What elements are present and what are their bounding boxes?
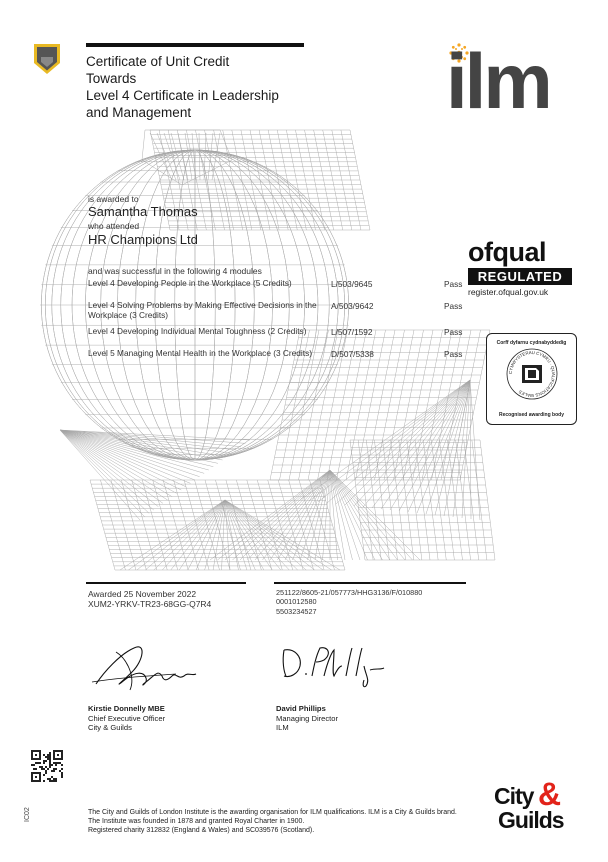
- signatory-role: Managing Director: [276, 713, 339, 723]
- badge-top-text: Corff dyfarnu cydnabyddedig: [496, 340, 567, 346]
- signatory-name: Kirstie Donnelly MBE: [88, 704, 165, 713]
- module-row: [88, 327, 478, 349]
- signatory-ceo: [88, 704, 165, 733]
- ofqual-regulated: REGULATED: [468, 268, 572, 285]
- signatory-role: Chief Executive Officer: [88, 713, 166, 723]
- title-rule: [86, 43, 304, 47]
- award-codes: [276, 588, 422, 616]
- ofqual-logo: [468, 238, 580, 297]
- title-line: and Management: [86, 105, 192, 120]
- module-result: Pass: [444, 349, 463, 359]
- qr-code-icon: [31, 750, 63, 782]
- certificate-title: [86, 53, 316, 121]
- cg-ampersand: &: [538, 776, 562, 812]
- signature-phillips: [278, 640, 388, 690]
- module-code: L/507/1592: [331, 327, 373, 337]
- modules-intro: and was successful in the following 4 modules: [88, 266, 262, 276]
- module-code: A/503/9642: [331, 301, 374, 311]
- footer-line: The City and Guilds of London Institute is the awarding organisation for ILM qualifications. ILM is a City & Guilds brand.: [88, 809, 457, 816]
- module-result: Pass: [444, 301, 463, 311]
- award-rule: [86, 582, 246, 584]
- cg-line2: Guilds: [498, 807, 564, 833]
- codes-rule: [274, 582, 466, 584]
- badge-bottom-text: Recognised awarding body: [498, 412, 564, 418]
- city-guilds-logo: [494, 776, 578, 836]
- badge-seal-icon: [506, 348, 558, 400]
- ofqual-url: register.ofqual.gov.uk: [468, 287, 549, 297]
- module-result: Pass: [444, 279, 463, 289]
- badge-ring-text: CYMWYSTERAU CYMRU · QUALIFICATIONS WALES: [507, 349, 557, 399]
- ilm-logo: [446, 37, 576, 125]
- side-code: IC02: [24, 807, 31, 822]
- awarded-date: Awarded 25 November 2022: [88, 589, 197, 599]
- title-line: Level 4 Certificate in Leadership: [86, 88, 279, 103]
- module-title: Level 4 Solving Problems by Making Effective Decisions in the Workplace (3 Credits): [88, 300, 317, 320]
- module-row: [88, 349, 478, 371]
- title-line: Certificate of Unit Credit: [86, 54, 230, 69]
- recipient-name: Samantha Thomas: [88, 204, 198, 219]
- attended-label: who attended: [88, 221, 140, 231]
- qualifications-wales-badge: [486, 333, 577, 425]
- signatory-org: City & Guilds: [88, 723, 132, 733]
- awarded-to-label: is awarded to: [88, 194, 139, 204]
- module-result: Pass: [444, 327, 463, 337]
- signature-donnelly: [86, 632, 206, 702]
- award-code: 0001012580: [276, 597, 317, 607]
- cg-line1: City: [494, 783, 534, 809]
- award-code: 5503234527: [276, 606, 317, 616]
- signatory-org: ILM: [276, 723, 289, 733]
- module-code: D/507/5338: [331, 349, 374, 359]
- award-reference: XUM2-YRKV-TR23-68GG-Q7R4: [88, 599, 212, 609]
- award-code: 251122/8605-21/057773/HHG3136/F/010880: [276, 588, 423, 597]
- module-code: L/503/9645: [331, 279, 373, 289]
- module-row: [88, 279, 478, 301]
- footer-line: The Institute was founded in 1878 and granted Royal Charter in 1900.: [88, 818, 305, 825]
- footer-line: Registered charity 312832 (England & Wales) and SC039576 (Scotland).: [88, 827, 315, 834]
- title-line: Towards: [86, 71, 137, 86]
- shield-logo-icon: [33, 43, 61, 75]
- footer-text: [88, 808, 488, 835]
- module-title: Level 4 Developing Individual Mental Toughness (2 Credits): [88, 326, 307, 336]
- module-row: [88, 301, 478, 327]
- module-title: Level 5 Managing Mental Health in the Workplace (3 Credits): [88, 348, 312, 358]
- modules-table: [88, 279, 478, 371]
- signatory-name: David Phillips: [276, 704, 326, 713]
- module-title: Level 4 Developing People in the Workplace (5 Credits): [88, 278, 292, 288]
- ofqual-wordmark: ofqual: [468, 237, 546, 267]
- centre-name: HR Champions Ltd: [88, 232, 198, 247]
- signatory-md: [276, 704, 338, 733]
- ilm-wordmark: ilm: [446, 37, 550, 125]
